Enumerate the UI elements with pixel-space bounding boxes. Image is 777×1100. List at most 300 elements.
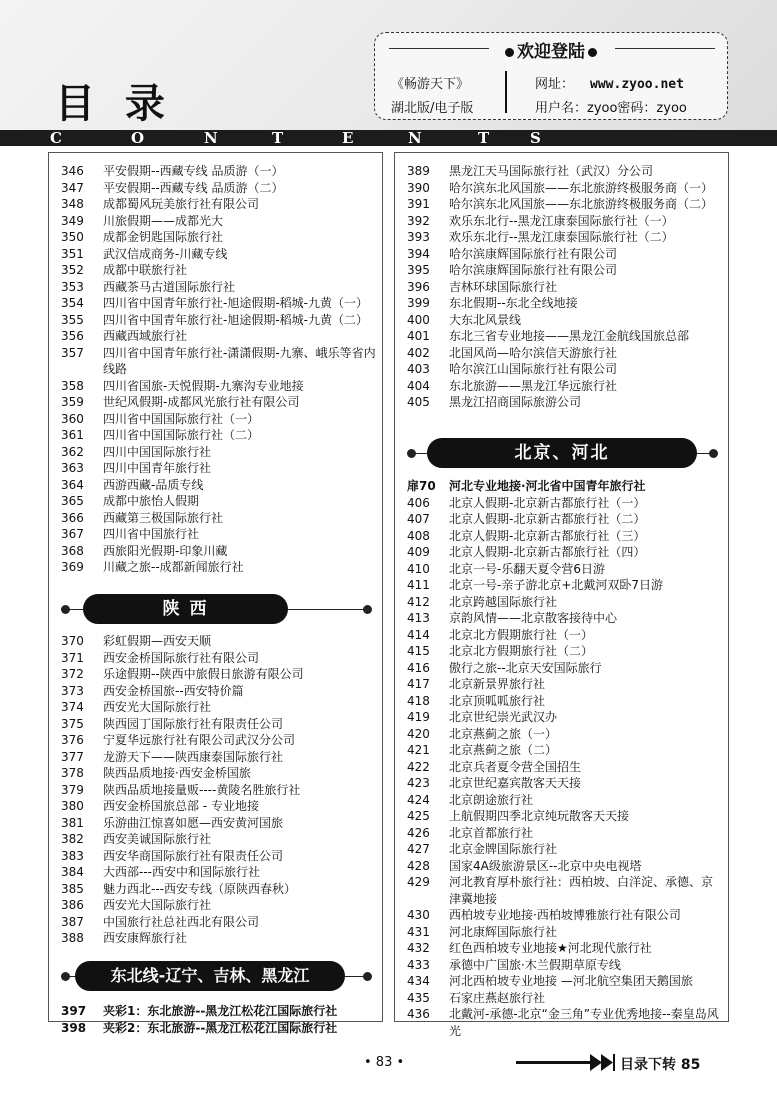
- entry-page-number: 406: [407, 495, 430, 510]
- toc-entry[interactable]: [61, 914, 376, 931]
- toc-entry[interactable]: [407, 394, 722, 411]
- toc-entry[interactable]: [407, 328, 722, 345]
- toc-entry[interactable]: [407, 180, 722, 197]
- entry-page-number: 370: [61, 634, 84, 648]
- entry-page-number: 387: [61, 914, 84, 929]
- entry-page-number: 357: [61, 345, 84, 360]
- entry-title: 西安光大国际旅行社: [103, 898, 212, 912]
- entry-title: 陕西品质地接·西安金桥国旅: [103, 766, 251, 780]
- toc-entry[interactable]: [61, 196, 376, 213]
- entry-page-number: 416: [407, 660, 430, 675]
- toc-entry[interactable]: [61, 782, 376, 799]
- toc-entry[interactable]: [61, 864, 376, 881]
- entry-page-number: 391: [407, 197, 430, 211]
- entry-title: 乐途假期--陕西中旅假日旅游有限公司: [103, 667, 304, 681]
- entry-title: 北京兵者夏令营全国招生: [449, 759, 582, 774]
- entry-page-number: 427: [407, 842, 430, 856]
- entry-page-number: 398: [61, 1020, 87, 1035]
- entry-page-number: 358: [61, 378, 84, 393]
- page-title: 目 录: [55, 80, 173, 127]
- entry-page-number: 405: [407, 395, 430, 409]
- entry-title: 夹彩2：东北旅游--黑龙江松花江国际旅行社: [103, 1020, 338, 1035]
- toc-entry[interactable]: [407, 544, 722, 561]
- entry-page-number: 432: [407, 941, 430, 955]
- entry-title: 中国旅行社总社西北有限公司: [103, 914, 260, 929]
- entry-page-number: 366: [61, 510, 84, 525]
- entry-page-number: 356: [61, 329, 84, 343]
- toc-entry[interactable]: [61, 493, 376, 510]
- toc-entry[interactable]: [407, 378, 722, 395]
- entry-page-number: 412: [407, 594, 430, 609]
- toc-list-northeast: [407, 163, 722, 411]
- entry-title: 哈尔滨江山国际旅行社有限公司: [449, 362, 618, 376]
- entry-page-number: 403: [407, 362, 430, 376]
- toc-entry[interactable]: [61, 460, 376, 477]
- login-info: 用户名：zyoo密码：zyoo: [535, 101, 687, 116]
- entry-title: 北京燕蓟之旅（二）: [449, 743, 558, 757]
- entry-page-number: 415: [407, 644, 430, 658]
- entry-title: 四川省中国旅行社: [103, 527, 200, 541]
- entry-page-number: 382: [61, 832, 84, 846]
- toc-entry[interactable]: [61, 279, 376, 296]
- entry-title: 河北教育厚朴旅行社：西柏坡、白洋淀、承德、京津冀地接: [449, 875, 714, 906]
- entry-page-number: 350: [61, 230, 84, 244]
- entry-title: 傲行之旅--北京天安国际旅行: [449, 660, 602, 675]
- toc-entry[interactable]: [407, 262, 722, 279]
- entry-title: 欢乐东北行--黑龙江康泰国际旅行社（一）: [449, 213, 674, 228]
- entry-page-number: 379: [61, 782, 84, 797]
- entry-page-number: 369: [61, 560, 84, 574]
- entry-page-number: 400: [407, 312, 430, 327]
- toc-entry[interactable]: [407, 295, 722, 312]
- entry-title: 西安光大国际旅行社: [103, 700, 212, 714]
- entry-page-number: 368: [61, 543, 84, 558]
- bullet-icon: [505, 48, 514, 57]
- entry-page-number: 349: [61, 213, 84, 228]
- entry-title: 陕西品质地接量贩----黄陵名胜旅行社: [103, 782, 301, 797]
- entry-page-number: 359: [61, 395, 84, 409]
- toc-entry[interactable]: [407, 924, 722, 941]
- toc-entry[interactable]: [61, 378, 376, 395]
- entry-page-number: 419: [407, 710, 430, 724]
- entry-title: 哈尔滨东北风国旅——东北旅游终极服务商（一）: [449, 180, 714, 195]
- entry-title: 北京一号-亲子游北京+北戴河双卧7日游: [449, 578, 664, 592]
- entry-page-number: 433: [407, 957, 430, 972]
- toc-entry[interactable]: [407, 841, 722, 858]
- right-column: [394, 152, 729, 1038]
- toc-entry[interactable]: [407, 693, 722, 710]
- entry-page-number: 354: [61, 296, 84, 310]
- entry-page-number: 348: [61, 197, 84, 211]
- entry-title: 西藏第三极国际旅行社: [103, 510, 224, 525]
- header-banner: [0, 0, 777, 130]
- toc-entry[interactable]: [61, 798, 376, 815]
- entry-title: 北京人假期-北京新古都旅行社（四）: [449, 545, 646, 559]
- entry-title: 北京人假期-北京新古都旅行社（二）: [449, 512, 646, 526]
- toc-entry[interactable]: [407, 312, 722, 329]
- toc-entry[interactable]: [61, 262, 376, 279]
- entry-title: 西安美诚国际旅行社: [103, 832, 212, 846]
- entry-title: 西安康辉旅行社: [103, 931, 188, 945]
- toc-entry[interactable]: [61, 543, 376, 560]
- toc-entry[interactable]: [61, 666, 376, 683]
- toc-entry[interactable]: [61, 411, 376, 428]
- toc-entry[interactable]: [407, 163, 722, 180]
- entry-title: 西藏茶马古道国际旅行社: [103, 279, 236, 294]
- entry-title: 北京北方假期旅行社（二）: [449, 644, 594, 658]
- entry-page-number: 364: [61, 477, 84, 492]
- toc-entry[interactable]: [61, 345, 376, 378]
- toc-entry[interactable]: [407, 279, 722, 296]
- entry-page-number: 390: [407, 180, 430, 195]
- toc-list-beijing-hebei: [407, 478, 722, 1039]
- entry-title: 北京顶呱呱旅行社: [449, 693, 546, 708]
- entry-page-number: 402: [407, 345, 430, 360]
- toc-entry[interactable]: [61, 394, 376, 411]
- contents-bar: C O N T E N T S: [0, 130, 777, 146]
- toc-entry[interactable]: [407, 858, 722, 875]
- entry-title: 四川省中国青年旅行社-旭途假期-稻城-九黄（二）: [103, 312, 368, 327]
- toc-entry[interactable]: [61, 633, 376, 650]
- double-arrow-icon: [590, 1054, 616, 1071]
- section-header-shaanxi: 陕 西: [49, 594, 384, 626]
- entry-title: 石家庄燕赵旅行社: [449, 990, 546, 1005]
- section-header-beijing-hebei: 北京、河北: [395, 438, 730, 470]
- entry-title: 西安华商国际旅行社有限责任公司: [103, 848, 284, 863]
- toc-entry[interactable]: [407, 478, 722, 495]
- entry-page-number: 385: [61, 881, 84, 896]
- entry-page-number: 414: [407, 627, 430, 642]
- welcome-heading: 欢迎登陆: [375, 37, 727, 62]
- toc-entry[interactable]: [61, 650, 376, 667]
- entry-title: 夹彩1：东北旅游--黑龙江松花江国际旅行社: [103, 1004, 338, 1018]
- entry-page-number: 378: [61, 766, 84, 780]
- entry-title: 北京人假期-北京新古都旅行社（一）: [449, 495, 646, 510]
- entry-page-number: 372: [61, 667, 84, 681]
- entry-title: 北京燕蓟之旅（一）: [449, 726, 558, 741]
- entry-page-number: 363: [61, 461, 84, 475]
- entry-title: 四川省中国国际旅行社（二）: [103, 428, 260, 442]
- entry-page-number: 413: [407, 611, 430, 625]
- entry-page-number: 365: [61, 494, 84, 508]
- toc-entry[interactable]: [61, 444, 376, 461]
- entry-title: 西安金桥国际旅行社有限公司: [103, 650, 260, 665]
- entry-title: 黑龙江招商国际旅游公司: [449, 395, 582, 409]
- entry-title: 四川省中国国际旅行社（一）: [103, 411, 260, 426]
- toc-entry[interactable]: [407, 627, 722, 644]
- entry-title: 北京新景界旅行社: [449, 677, 546, 691]
- entry-title: 西藏西域旅行社: [103, 329, 188, 343]
- entry-title: 吉林环球国际旅行社: [449, 279, 558, 294]
- entry-page-number: 扉70: [407, 479, 436, 493]
- toc-entry[interactable]: [407, 495, 722, 512]
- entry-title: 西安金桥国旅总部 - 专业地接: [103, 799, 259, 813]
- toc-entry[interactable]: [407, 345, 722, 362]
- entry-page-number: 397: [61, 1004, 87, 1018]
- entry-page-number: 434: [407, 974, 430, 988]
- entry-page-number: 371: [61, 650, 84, 665]
- entry-page-number: 424: [407, 792, 430, 807]
- entry-title: 大西部---西安中和国际旅行社: [103, 865, 260, 879]
- toc-entry[interactable]: [407, 825, 722, 842]
- website-row: 网址： www.zyoo.net: [535, 77, 684, 92]
- entry-page-number: 420: [407, 726, 430, 741]
- toc-list-shaanxi: [61, 633, 376, 947]
- entry-title: 东北旅游——黑龙江华远旅行社: [449, 378, 618, 393]
- toc-entry[interactable]: [407, 907, 722, 924]
- entry-page-number: 376: [61, 733, 84, 747]
- entry-title: 乐游曲江惊喜如愿—西安黄河国旅: [103, 815, 284, 830]
- entry-title: 四川中国青年旅行社: [103, 461, 212, 475]
- entry-page-number: 428: [407, 858, 430, 873]
- entry-title: 东北三省专业地接——黑龙江金航线国旅总部: [449, 329, 690, 343]
- entry-page-number: 431: [407, 924, 430, 939]
- entry-title: 哈尔滨康辉国际旅行社有限公司: [449, 246, 618, 261]
- entry-page-number: 384: [61, 865, 84, 879]
- toc-entry[interactable]: [61, 229, 376, 246]
- continued-link[interactable]: 目录下转 85: [620, 1057, 701, 1073]
- entry-title: 北京朗途旅行社: [449, 792, 534, 807]
- toc-entry[interactable]: [407, 511, 722, 528]
- entry-title: 东北假期--东北全线地接: [449, 296, 578, 310]
- entry-title: 北京金牌国际旅行社: [449, 842, 558, 856]
- toc-entry[interactable]: [61, 881, 376, 898]
- toc-entry[interactable]: [61, 683, 376, 700]
- entry-title: 哈尔滨康辉国际旅行社有限公司: [449, 263, 618, 277]
- entry-title: 龙游天下——陕西康泰国际旅行社: [103, 749, 284, 764]
- entry-title: 河北专业地接·河北省中国青年旅行社: [449, 479, 646, 493]
- toc-entry[interactable]: [407, 709, 722, 726]
- toc-entry[interactable]: [61, 1003, 381, 1020]
- toc-entry[interactable]: [407, 213, 722, 230]
- page-number: • 83 •: [364, 1055, 405, 1070]
- toc-list-northeast-inserts: [61, 1003, 381, 1036]
- toc-entry[interactable]: [407, 940, 722, 957]
- entry-title: 西旅阳光假期-印象川藏: [103, 543, 228, 558]
- entry-page-number: 399: [407, 296, 430, 310]
- entry-title: 成都中旅怡人假期: [103, 494, 200, 508]
- entry-title: 上航假期四季北京纯玩散客天天接: [449, 809, 630, 823]
- toc-entry[interactable]: [61, 831, 376, 848]
- toc-entry[interactable]: [407, 577, 722, 594]
- divider: [505, 71, 507, 113]
- toc-entry[interactable]: [61, 848, 376, 865]
- entry-title: 黑龙江天马国际旅行社（武汉）分公司: [449, 164, 654, 178]
- entry-page-number: 425: [407, 809, 430, 823]
- entry-page-number: 383: [61, 848, 84, 863]
- entry-title: 四川省国旅-天悦假期-九寨沟专业地接: [103, 378, 304, 393]
- toc-entry[interactable]: [61, 246, 376, 263]
- toc-entry[interactable]: [61, 526, 376, 543]
- bullet-icon: [363, 605, 372, 614]
- entry-page-number: 421: [407, 743, 430, 757]
- entry-title: 哈尔滨东北风国旅——东北旅游终极服务商（二）: [449, 197, 714, 211]
- entry-page-number: 360: [61, 411, 84, 426]
- entry-title: 北戴河-承德-北京“金三角”专业优秀地接--秦皇岛风光: [449, 1007, 719, 1038]
- bullet-icon: [709, 449, 718, 458]
- entry-title: 西游西藏-品质专线: [103, 477, 204, 492]
- toc-entry[interactable]: [61, 213, 376, 230]
- entry-page-number: 380: [61, 799, 84, 813]
- entry-page-number: 407: [407, 512, 430, 526]
- toc-entry[interactable]: [407, 973, 722, 990]
- entry-page-number: 395: [407, 263, 430, 277]
- entry-title: 红色西柏坡专业地接★河北现代旅行社: [449, 941, 652, 955]
- entry-page-number: 430: [407, 908, 430, 922]
- entry-title: 北京人假期-北京新古都旅行社（三）: [449, 528, 646, 543]
- entry-page-number: 401: [407, 329, 430, 343]
- entry-page-number: 408: [407, 528, 430, 543]
- toc-entry[interactable]: [61, 815, 376, 832]
- entry-title: 成都蜀风玩美旅行社有限公司: [103, 197, 260, 211]
- bullet-icon: [363, 972, 372, 981]
- toc-entry[interactable]: [407, 1006, 722, 1039]
- entry-title: 北京世纪崇光武汉办: [449, 710, 558, 724]
- toc-entry[interactable]: [61, 716, 376, 733]
- toc-entry[interactable]: [61, 510, 376, 527]
- toc-entry[interactable]: [407, 229, 722, 246]
- toc-entry[interactable]: [407, 775, 722, 792]
- toc-entry[interactable]: [407, 990, 722, 1007]
- entry-page-number: 377: [61, 749, 84, 764]
- toc-entry[interactable]: [61, 312, 376, 329]
- toc-entry[interactable]: [407, 726, 722, 743]
- toc-entry[interactable]: [407, 561, 722, 578]
- entry-title: 川旅假期——成都光大: [103, 213, 224, 228]
- toc-entry[interactable]: [61, 897, 376, 914]
- entry-title: 北国风尚—哈尔滨信天游旅行社: [449, 345, 618, 360]
- entry-title: 四川省中国青年旅行社-潇潇假期-九寨、峨乐等省内线路: [103, 345, 376, 376]
- entry-page-number: 389: [407, 164, 430, 178]
- toc-entry[interactable]: [407, 742, 722, 759]
- toc-entry[interactable]: [61, 328, 376, 345]
- entry-page-number: 429: [407, 875, 430, 889]
- toc-entry[interactable]: [61, 749, 376, 766]
- toc-entry[interactable]: [407, 874, 722, 907]
- entry-title: 河北康辉国际旅行社: [449, 924, 558, 939]
- entry-title: 北京世纪嘉宾散客天天接: [449, 776, 582, 790]
- toc-entry[interactable]: [407, 808, 722, 825]
- website-link[interactable]: www.zyoo.net: [590, 77, 684, 92]
- entry-page-number: 393: [407, 230, 430, 244]
- entry-title: 成都金钥匙国际旅行社: [103, 230, 224, 244]
- entry-title: 四川省中国青年旅行社-旭途假期-稻城-九黄（一）: [103, 296, 368, 310]
- toc-entry[interactable]: [407, 594, 722, 611]
- entry-page-number: 352: [61, 263, 84, 277]
- entry-title: 平安假期--西藏专线 品质游（二）: [103, 180, 284, 195]
- entry-page-number: 362: [61, 444, 84, 459]
- entry-title: 国家4A级旅游景区--北京中央电视塔: [449, 858, 642, 873]
- toc-entry[interactable]: [61, 427, 376, 444]
- entry-title: 北京北方假期旅行社（一）: [449, 627, 594, 642]
- entry-page-number: 375: [61, 716, 84, 731]
- entry-page-number: 422: [407, 759, 430, 774]
- entry-page-number: 374: [61, 700, 84, 714]
- bullet-icon: [588, 48, 597, 57]
- entry-title: 成都中联旅行社: [103, 263, 188, 277]
- entry-page-number: 347: [61, 180, 84, 195]
- entry-title: 河北西柏坡专业地接 —河北航空集团天鹅国旅: [449, 974, 693, 988]
- entry-page-number: 355: [61, 312, 84, 327]
- entry-page-number: 388: [61, 931, 84, 945]
- toc-entry[interactable]: [61, 477, 376, 494]
- toc-list-sichuan-tibet: [61, 163, 376, 576]
- entry-title: 西安金桥国旅--西安特价篇: [103, 683, 244, 698]
- toc-entry[interactable]: [61, 765, 376, 782]
- toc-entry[interactable]: [407, 676, 722, 693]
- entry-title: 北京首都旅行社: [449, 825, 534, 840]
- entry-page-number: 417: [407, 677, 430, 691]
- entry-title: 西柏坡专业地接·西柏坡博雅旅行社有限公司: [449, 908, 681, 922]
- entry-page-number: 426: [407, 825, 430, 840]
- entry-title: 北京跨越国际旅行社: [449, 594, 558, 609]
- toc-entry[interactable]: [407, 196, 722, 213]
- entry-title: 世纪风假期-成都风光旅行社有限公司: [103, 395, 300, 409]
- toc-entry[interactable]: [407, 660, 722, 677]
- entry-title: 魅力西北---西安专线（原陕西春秋）: [103, 881, 296, 896]
- toc-entry[interactable]: [61, 930, 376, 947]
- entry-title: 欢乐东北行--黑龙江康泰国际旅行社（二）: [449, 230, 674, 244]
- toc-entry[interactable]: [61, 180, 376, 197]
- entry-title: 平安假期--西藏专线 品质游（一）: [103, 164, 284, 178]
- entry-page-number: 435: [407, 990, 430, 1005]
- entry-page-number: 373: [61, 683, 84, 698]
- magazine-name: 《畅游天下》: [391, 77, 470, 92]
- toc-entry[interactable]: [61, 559, 376, 576]
- entry-title: 川藏之旅--成都新闻旅行社: [103, 560, 244, 574]
- entry-page-number: 436: [407, 1007, 430, 1021]
- toc-entry[interactable]: [407, 643, 722, 660]
- entry-title: 北京一号-乐翻天夏令营6日游: [449, 561, 605, 576]
- entry-page-number: 351: [61, 246, 84, 261]
- entry-title: 承德中广国旅·木兰假期草原专线: [449, 957, 621, 972]
- entry-title: 陕西园丁国际旅行社有限责任公司: [103, 716, 284, 731]
- toc-entry[interactable]: [407, 610, 722, 627]
- magazine-edition: 湖北版/电子版: [391, 101, 474, 116]
- toc-entry[interactable]: [407, 246, 722, 263]
- left-column: [48, 152, 383, 1035]
- entry-page-number: 396: [407, 279, 430, 294]
- entry-page-number: 361: [61, 428, 84, 442]
- entry-page-number: 381: [61, 815, 84, 830]
- toc-entry[interactable]: [407, 957, 722, 974]
- toc-entry[interactable]: [61, 699, 376, 716]
- toc-entry[interactable]: [407, 759, 722, 776]
- entry-page-number: 409: [407, 545, 430, 559]
- entry-page-number: 367: [61, 527, 84, 541]
- toc-entry[interactable]: [61, 295, 376, 312]
- toc-entry[interactable]: [407, 361, 722, 378]
- entry-page-number: 394: [407, 246, 430, 261]
- entry-title: 武汉信成商务-川藏专线: [103, 246, 228, 261]
- toc-entry[interactable]: [61, 1020, 381, 1037]
- entry-title: 彩虹假期—西安天顺: [103, 634, 212, 648]
- arrow-line: [516, 1061, 594, 1064]
- toc-entry[interactable]: [407, 528, 722, 545]
- entry-page-number: 411: [407, 578, 430, 592]
- entry-page-number: 423: [407, 776, 430, 790]
- toc-entry[interactable]: [61, 732, 376, 749]
- entry-title: 宁夏华远旅行社有限公司武汉分公司: [103, 733, 296, 747]
- entry-page-number: 410: [407, 561, 430, 576]
- entry-title: 四川中国国际旅行社: [103, 444, 212, 459]
- toc-entry[interactable]: [407, 792, 722, 809]
- entry-title: 京韵风情——北京散客接待中心: [449, 611, 618, 625]
- entry-title: 大东北风景线: [449, 312, 522, 327]
- toc-entry[interactable]: [61, 163, 376, 180]
- entry-page-number: 386: [61, 898, 84, 912]
- welcome-box: [374, 32, 728, 120]
